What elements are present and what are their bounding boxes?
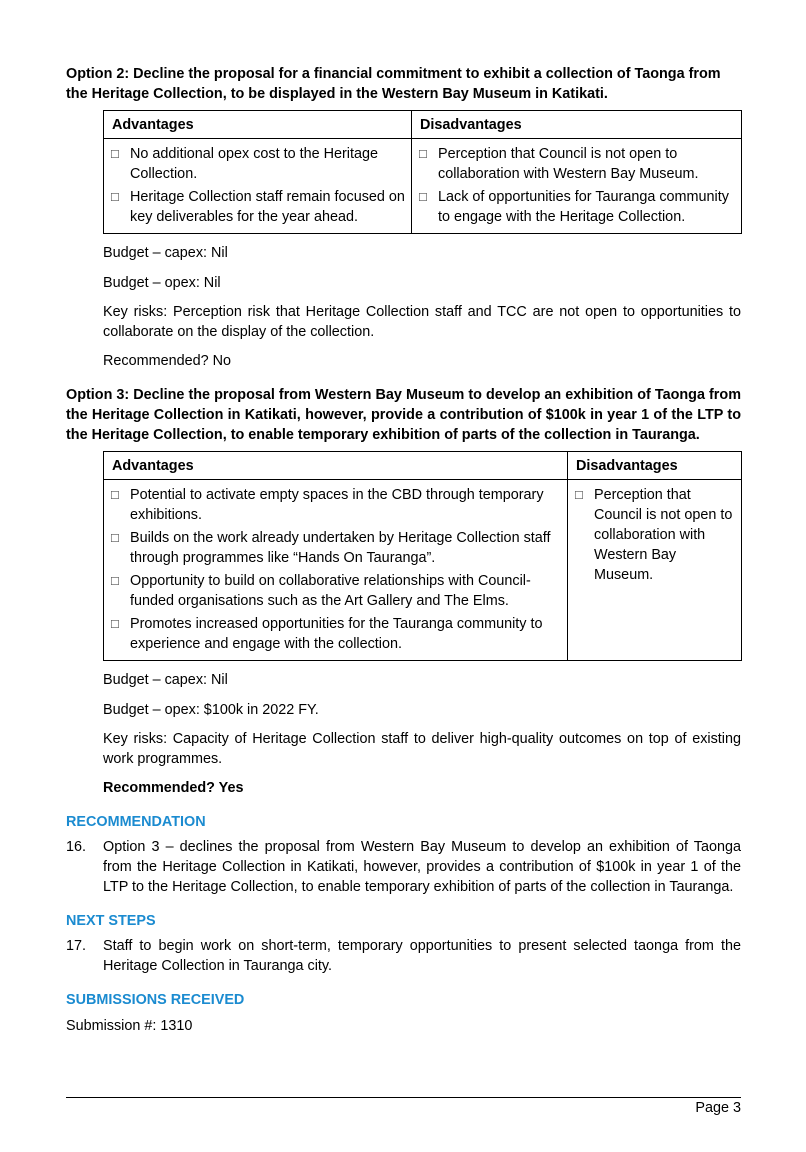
list-item: ☐ Promotes increased opportunities for the Tauranga community to experience and engage with the collection. [110,616,543,652]
option3-opex: Budget – opex: $100k in 2022 FY. [103,702,319,718]
submissions-heading: SUBMISSIONS RECEIVED [66,992,245,1008]
list-item: ☐ Perception that Council is not open to collaboration with Western Bay Museum. [418,146,699,182]
option3-disadvantages-cell [568,480,742,661]
option3-advantages-cell [104,480,568,661]
list-item: ☐ Perception that Council is not open to collaboration with Western Bay Museum. [574,487,733,583]
page-number: Page 3 [695,1100,741,1116]
checkbox-bullet-icon: ☐ [110,576,120,588]
footer-divider [66,1097,741,1098]
checkbox-bullet-icon: ☐ [110,149,120,161]
option3-title: Option 3: Decline the proposal from Western Bay Museum to develop an exhibition of Taonga from the Heritage Collection in Katikati, however, provide a contribution of $100k in year 1 of the LTP to the Heritage Collection, to enable temporary exhibition of parts of the collection in Tauranga. [66,387,741,443]
checkbox-bullet-icon: ☐ [110,490,120,502]
checkbox-bullet-icon: ☐ [110,619,120,631]
option2-capex: Budget – capex: Nil [103,245,228,261]
recommendation-heading: RECOMMENDATION [66,814,206,830]
option2-disadvantages-header: Disadvantages [412,111,742,139]
option3-recommended: Recommended? Yes [103,780,244,796]
checkbox-bullet-icon: ☐ [574,490,584,502]
list-item: ☐ Builds on the work already undertaken by Heritage Collection staff through programmes like “Hands On Tauranga”. [110,530,551,566]
option2-key-risks: Key risks: Perception risk that Heritage Collection staff and TCC are not open to opportunities to collaborate on the display of the collection. [103,304,741,340]
next-steps-item [66,936,741,976]
recommendation-text: Option 3 – declines the proposal from Western Bay Museum to develop an exhibition of Taonga from the Heritage Collection in Katikati, however, provides a contribution of $100k in year 1 of the LTP to the Heritage Collection, to enable temporary exhibition of parts of the collection in Tauranga. [103,839,741,895]
option3-advantages-header: Advantages [104,452,568,480]
option2-table [103,110,742,234]
checkbox-bullet-icon: ☐ [418,192,428,204]
checkbox-bullet-icon: ☐ [418,149,428,161]
option2-advantages-header: Advantages [104,111,412,139]
option3-key-risks: Key risks: Capacity of Heritage Collection staff to deliver high-quality outcomes on top of existing work programmes. [103,731,741,767]
recommendation-item [66,837,741,897]
option2-title: Option 2: Decline the proposal for a financial commitment to exhibit a collection of Taonga from the Heritage Collection, to be displayed in the Western Bay Museum in Katikati. [66,66,721,102]
list-item: ☐ Potential to activate empty spaces in the CBD through temporary exhibitions. [110,487,544,523]
option3-disadvantages-header: Disadvantages [568,452,742,480]
checkbox-bullet-icon: ☐ [110,192,120,204]
item-number: 17. [66,938,87,954]
option3-table [103,451,742,661]
list-item: ☐ Opportunity to build on collaborative relationships with Council-funded organisations such as the Art Gallery and The Elms. [110,573,531,609]
submission-number: Submission #: 1310 [66,1018,193,1034]
list-item: ☐ Heritage Collection staff remain focused on key deliverables for the year ahead. [110,189,405,225]
option2-opex: Budget – opex: Nil [103,275,221,291]
checkbox-bullet-icon: ☐ [110,533,120,545]
option2-recommended: Recommended? No [103,353,231,369]
list-item: ☐ No additional opex cost to the Heritage Collection. [110,146,378,182]
next-steps-heading: NEXT STEPS [66,913,156,929]
item-number: 16. [66,839,87,855]
option3-capex: Budget – capex: Nil [103,672,228,688]
document-page [66,64,741,1036]
next-steps-text: Staff to begin work on short-term, temporary opportunities to present selected taonga from the Heritage Collection in Tauranga city. [103,938,741,974]
option2-disadvantages-cell [412,139,742,234]
option2-advantages-cell [104,139,412,234]
list-item: ☐ Lack of opportunities for Tauranga community to engage with the Heritage Collection. [418,189,729,225]
